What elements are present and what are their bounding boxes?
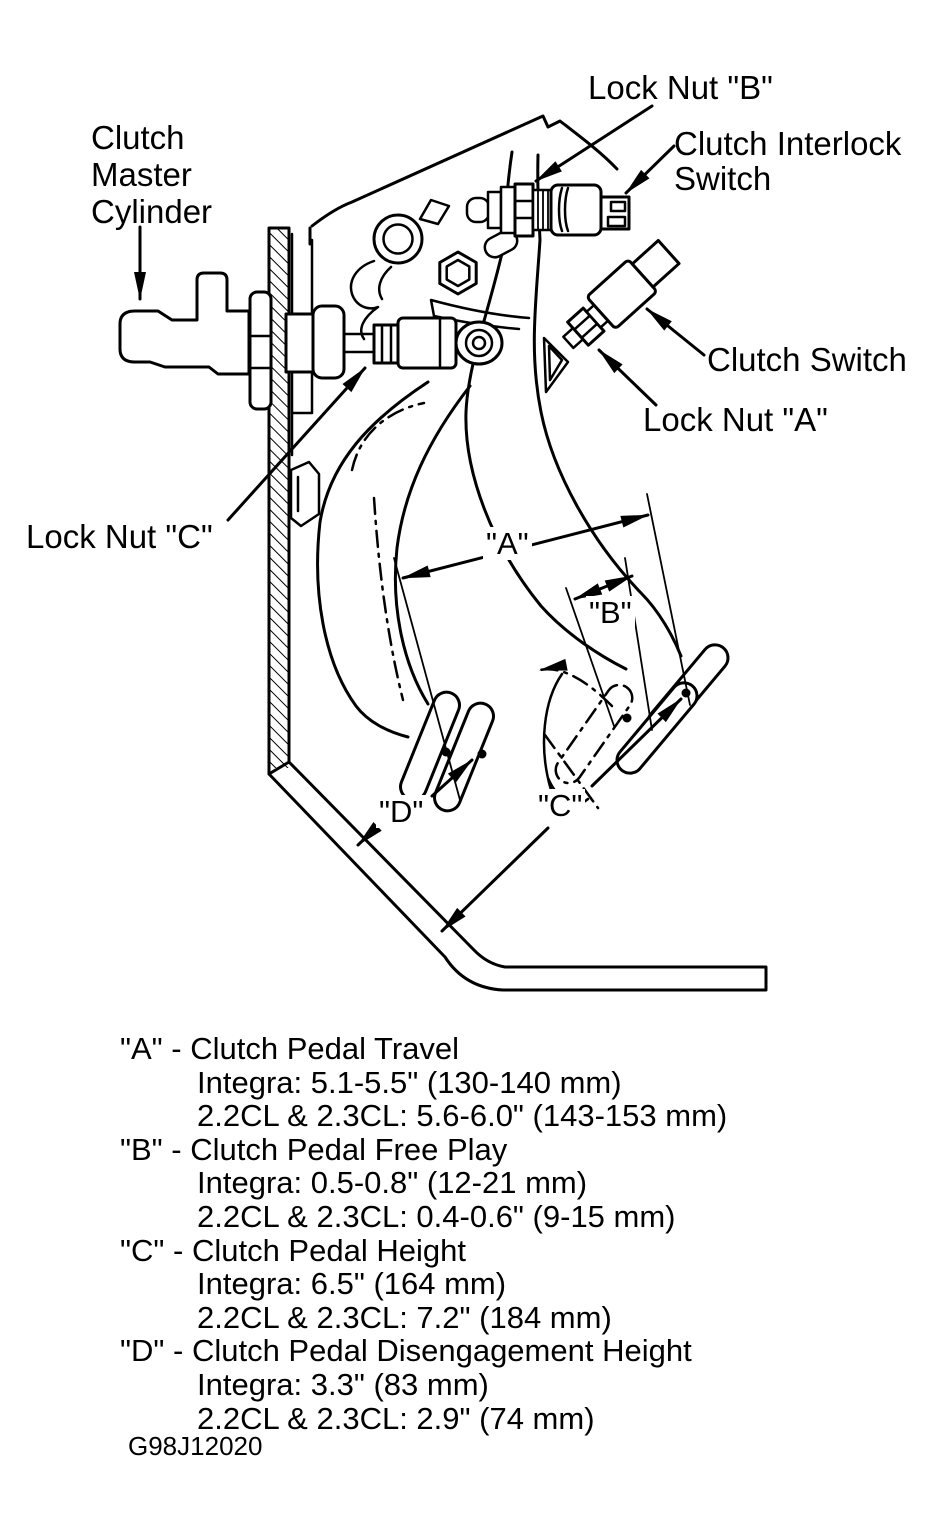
legend-title: "C" - Clutch Pedal Height	[120, 1232, 466, 1268]
label-line: Master	[91, 156, 192, 193]
dimension-label-a: "A"	[483, 527, 532, 560]
label-line: Switch	[674, 160, 772, 197]
legend-item	[120, 1133, 727, 1234]
legend-title: "D" - Clutch Pedal Disengagement Height	[120, 1333, 692, 1369]
label-line: Clutch Interlock	[674, 125, 902, 162]
legend-spec: 2.2CL & 2.3CL: 0.4-0.6" (9-15 mm)	[197, 1198, 676, 1234]
legend-title: "A" - Clutch Pedal Travel	[120, 1031, 460, 1066]
label-lock-nut-a: Lock Nut "A"	[643, 401, 828, 438]
legend-spec: Integra: 3.3" (83 mm)	[197, 1366, 489, 1402]
dimension-label-c: "C"	[535, 789, 585, 822]
pushrod-clevis	[286, 306, 502, 378]
leader-lock-nut-a	[599, 350, 656, 405]
floor-panel	[269, 762, 766, 990]
legend-title: "B" - Clutch Pedal Free Play	[120, 1131, 508, 1167]
pivot-bolt	[440, 252, 476, 294]
lock-nut-b-part	[515, 184, 533, 236]
clutch-switch-part	[554, 236, 683, 358]
label-line: Clutch	[91, 119, 185, 156]
label-line: Cylinder	[91, 193, 213, 230]
label-clutch-master-cylinder	[91, 119, 212, 230]
legend-spec: 2.2CL & 2.3CL: 7.2" (184 mm)	[197, 1299, 612, 1335]
legend-spec: 2.2CL & 2.3CL: 2.9" (74 mm)	[197, 1400, 595, 1436]
legend-spec: Integra: 0.5-0.8" (12-21 mm)	[197, 1165, 588, 1201]
legend-item	[120, 1234, 727, 1335]
label-clutch-switch: Clutch Switch	[707, 341, 907, 378]
legend-item	[120, 1032, 727, 1133]
leader-clutch-switch	[647, 309, 704, 355]
label-lock-nut-c: Lock Nut "C"	[26, 518, 213, 555]
bracket-mount-plate	[291, 234, 319, 526]
dimension-label-b: "B"	[586, 596, 635, 629]
dimension-label-d: "D"	[376, 795, 426, 828]
leader-clutch-interlock-switch	[626, 146, 674, 193]
legend-item	[120, 1334, 727, 1435]
lock-nut-c-part	[374, 325, 399, 363]
legend-spec: Integra: 5.1-5.5" (130-140 mm)	[197, 1064, 622, 1100]
clutch-interlock-switch-part	[467, 184, 629, 236]
legend-spec: 2.2CL & 2.3CL: 5.6-6.0" (143-153 mm)	[197, 1098, 728, 1134]
spec-legend	[120, 1032, 727, 1435]
master-cylinder	[120, 273, 271, 409]
label-lock-nut-b: Lock Nut "B"	[588, 69, 773, 106]
figure-code: G98J12020	[128, 1431, 263, 1461]
leader-lock-nut-b	[536, 106, 652, 181]
label-clutch-interlock-switch	[674, 126, 901, 196]
legend-spec: Integra: 6.5" (164 mm)	[197, 1266, 507, 1302]
